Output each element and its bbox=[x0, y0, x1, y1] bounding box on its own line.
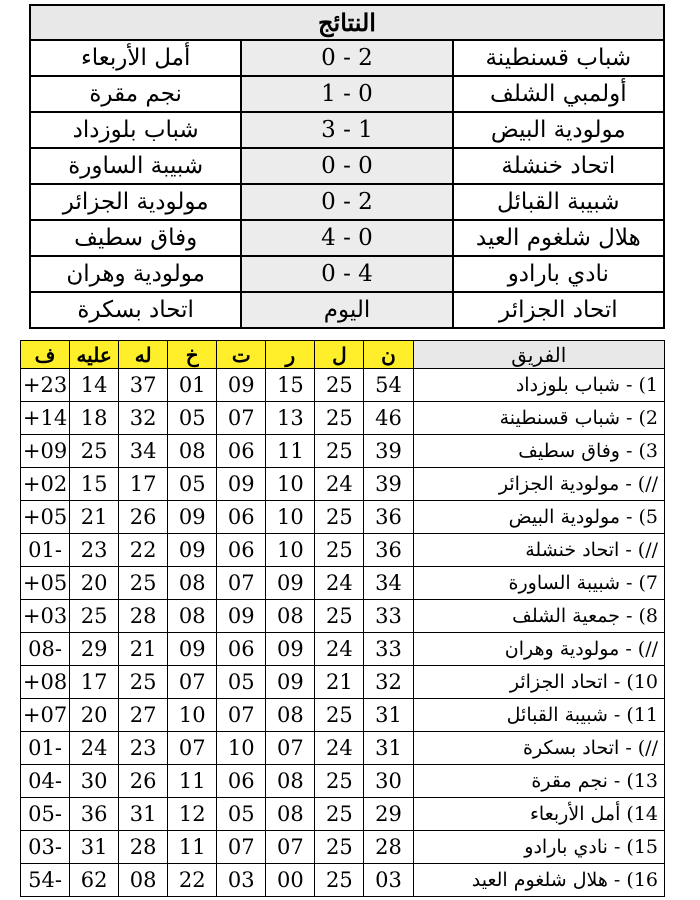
away-team: شباب بلوزداد bbox=[30, 112, 241, 148]
standings-row bbox=[21, 732, 665, 765]
standings-cell-lost: 22 bbox=[168, 864, 217, 897]
standings-cell-ga: 25 bbox=[70, 600, 119, 633]
result-row bbox=[30, 292, 664, 328]
standings-cell-ga: 25 bbox=[70, 435, 119, 468]
standings-cell-team: 14) أمل الأربعاء bbox=[413, 798, 665, 831]
standings-cell-drawn: 07 bbox=[217, 567, 266, 600]
results-title: النتائج bbox=[30, 5, 664, 40]
standings-cell-gd: +09 bbox=[21, 435, 70, 468]
result-row bbox=[30, 148, 664, 184]
match-score: 4 - 0 bbox=[241, 220, 452, 256]
standings-row bbox=[21, 765, 665, 798]
standings-cell-won: 11 bbox=[266, 435, 315, 468]
standings-cell-played: 25 bbox=[315, 600, 364, 633]
standings-cell-pts: 31 bbox=[364, 732, 413, 765]
standings-cell-pts: 34 bbox=[364, 567, 413, 600]
standings-cell-pts: 33 bbox=[364, 600, 413, 633]
standings-row bbox=[21, 600, 665, 633]
standings-cell-gd: +05 bbox=[21, 567, 70, 600]
standings-cell-played: 24 bbox=[315, 633, 364, 666]
standings-cell-drawn: 05 bbox=[217, 666, 266, 699]
away-team: نجم مقرة bbox=[30, 76, 241, 112]
standings-row bbox=[21, 798, 665, 831]
standings-cell-drawn: 06 bbox=[217, 534, 266, 567]
standings-cell-drawn: 03 bbox=[217, 864, 266, 897]
home-team: مولودية البيض bbox=[453, 112, 664, 148]
standings-cell-pts: 32 bbox=[364, 666, 413, 699]
standings-cell-ga: 36 bbox=[70, 798, 119, 831]
standings-cell-won: 09 bbox=[266, 666, 315, 699]
standings-cell-team: //) - اتحاد بسكرة bbox=[413, 732, 665, 765]
results-body bbox=[30, 5, 664, 328]
standings-cell-played: 25 bbox=[315, 798, 364, 831]
standings-cell-gf: 08 bbox=[119, 864, 168, 897]
header-lost: خ bbox=[168, 341, 217, 369]
match-score: 0 - 4 bbox=[241, 256, 452, 292]
standings-cell-team: 2) - شباب قسنطينة bbox=[413, 402, 665, 435]
standings-cell-played: 25 bbox=[315, 369, 364, 402]
standings-cell-played: 25 bbox=[315, 765, 364, 798]
standings-cell-pts: 03 bbox=[364, 864, 413, 897]
standings-cell-played: 25 bbox=[315, 831, 364, 864]
header-gd: ف bbox=[21, 341, 70, 369]
standings-cell-ga: 31 bbox=[70, 831, 119, 864]
standings-cell-gf: 37 bbox=[119, 369, 168, 402]
standings-cell-pts: 36 bbox=[364, 534, 413, 567]
result-row bbox=[30, 220, 664, 256]
standings-row bbox=[21, 534, 665, 567]
away-team: مولودية الجزائر bbox=[30, 184, 241, 220]
standings-cell-gd: 04- bbox=[21, 765, 70, 798]
standings-cell-lost: 08 bbox=[168, 567, 217, 600]
standings-cell-gf: 28 bbox=[119, 600, 168, 633]
standings-cell-lost: 07 bbox=[168, 732, 217, 765]
standings-cell-team: 10) - اتحاد الجزائر bbox=[413, 666, 665, 699]
standings-header-row bbox=[21, 341, 665, 369]
away-team: وفاق سطيف bbox=[30, 220, 241, 256]
standings-cell-lost: 12 bbox=[168, 798, 217, 831]
standings-cell-pts: 29 bbox=[364, 798, 413, 831]
standings-cell-gd: +05 bbox=[21, 501, 70, 534]
standings-cell-gd: +23 bbox=[21, 369, 70, 402]
standings-cell-ga: 20 bbox=[70, 567, 119, 600]
standings-cell-played: 25 bbox=[315, 402, 364, 435]
standings-cell-won: 10 bbox=[266, 468, 315, 501]
standings-cell-lost: 11 bbox=[168, 765, 217, 798]
standings-cell-team: 13) - نجم مقرة bbox=[413, 765, 665, 798]
standings-cell-pts: 30 bbox=[364, 765, 413, 798]
standings-cell-drawn: 09 bbox=[217, 468, 266, 501]
standings-row bbox=[21, 468, 665, 501]
standings-cell-won: 00 bbox=[266, 864, 315, 897]
standings-cell-played: 25 bbox=[315, 864, 364, 897]
standings-cell-gf: 32 bbox=[119, 402, 168, 435]
standings-cell-played: 25 bbox=[315, 435, 364, 468]
match-score: 0 - 0 bbox=[241, 148, 452, 184]
standings-cell-played: 25 bbox=[315, 699, 364, 732]
standings-cell-drawn: 09 bbox=[217, 369, 266, 402]
standings-cell-lost: 09 bbox=[168, 633, 217, 666]
standings-cell-team: //) - مولودية وهران bbox=[413, 633, 665, 666]
away-team: شبيبة الساورة bbox=[30, 148, 241, 184]
header-played: ل bbox=[315, 341, 364, 369]
standings-cell-ga: 21 bbox=[70, 501, 119, 534]
standings-cell-played: 24 bbox=[315, 468, 364, 501]
standings-body bbox=[21, 369, 665, 897]
standings-cell-drawn: 06 bbox=[217, 501, 266, 534]
standings-cell-team: //) - مولودية الجزائر bbox=[413, 468, 665, 501]
standings-cell-drawn: 07 bbox=[217, 402, 266, 435]
standings-row bbox=[21, 699, 665, 732]
results-table bbox=[29, 4, 665, 329]
header-drawn: ت bbox=[217, 341, 266, 369]
header-gf: له bbox=[119, 341, 168, 369]
home-team: أولمبي الشلف bbox=[453, 76, 664, 112]
standings-cell-drawn: 06 bbox=[217, 765, 266, 798]
match-score: 1 - 0 bbox=[241, 76, 452, 112]
standings-cell-ga: 15 bbox=[70, 468, 119, 501]
standings-cell-gf: 34 bbox=[119, 435, 168, 468]
standings-table bbox=[20, 340, 665, 897]
standings-cell-ga: 23 bbox=[70, 534, 119, 567]
standings-cell-won: 07 bbox=[266, 831, 315, 864]
standings-cell-ga: 62 bbox=[70, 864, 119, 897]
standings-cell-pts: 36 bbox=[364, 501, 413, 534]
standings-cell-won: 13 bbox=[266, 402, 315, 435]
home-team: شبيبة القبائل bbox=[453, 184, 664, 220]
standings-cell-pts: 33 bbox=[364, 633, 413, 666]
standings-cell-gf: 25 bbox=[119, 666, 168, 699]
standings-cell-lost: 08 bbox=[168, 435, 217, 468]
header-team: الفريق bbox=[413, 341, 665, 369]
standings-cell-gf: 22 bbox=[119, 534, 168, 567]
standings-cell-team: 3) - وفاق سطيف bbox=[413, 435, 665, 468]
standings-cell-played: 25 bbox=[315, 501, 364, 534]
standings-cell-drawn: 10 bbox=[217, 732, 266, 765]
away-team: اتحاد بسكرة bbox=[30, 292, 241, 328]
standings-cell-gd: 01- bbox=[21, 534, 70, 567]
match-score: 0 - 2 bbox=[241, 40, 452, 76]
standings-cell-drawn: 06 bbox=[217, 435, 266, 468]
home-team: هلال شلغوم العيد bbox=[453, 220, 664, 256]
home-team: اتحاد خنشلة bbox=[453, 148, 664, 184]
result-row bbox=[30, 76, 664, 112]
standings-row bbox=[21, 567, 665, 600]
standings-cell-pts: 54 bbox=[364, 369, 413, 402]
standings-cell-won: 08 bbox=[266, 600, 315, 633]
standings-cell-team: 15) - نادي بارادو bbox=[413, 831, 665, 864]
standings-cell-gf: 21 bbox=[119, 633, 168, 666]
standings-cell-drawn: 07 bbox=[217, 831, 266, 864]
standings-cell-won: 08 bbox=[266, 699, 315, 732]
standings-cell-gd: 54- bbox=[21, 864, 70, 897]
standings-cell-gd: +14 bbox=[21, 402, 70, 435]
standings-cell-gd: 08- bbox=[21, 633, 70, 666]
standings-row bbox=[21, 864, 665, 897]
home-team: اتحاد الجزائر bbox=[453, 292, 664, 328]
away-team: مولودية وهران bbox=[30, 256, 241, 292]
standings-cell-ga: 29 bbox=[70, 633, 119, 666]
standings-cell-lost: 08 bbox=[168, 600, 217, 633]
standings-cell-team: 8) - جمعية الشلف bbox=[413, 600, 665, 633]
standings-cell-lost: 09 bbox=[168, 501, 217, 534]
standings-cell-gf: 23 bbox=[119, 732, 168, 765]
standings-cell-gd: 01- bbox=[21, 732, 70, 765]
standings-cell-team: //) - اتحاد خنشلة bbox=[413, 534, 665, 567]
standings-cell-played: 24 bbox=[315, 567, 364, 600]
standings-row bbox=[21, 501, 665, 534]
standings-cell-drawn: 09 bbox=[217, 600, 266, 633]
standings-cell-won: 09 bbox=[266, 567, 315, 600]
standings-cell-gf: 28 bbox=[119, 831, 168, 864]
standings-cell-won: 08 bbox=[266, 798, 315, 831]
standings-cell-gf: 27 bbox=[119, 699, 168, 732]
standings-cell-gf: 26 bbox=[119, 501, 168, 534]
result-row bbox=[30, 256, 664, 292]
standings-row bbox=[21, 369, 665, 402]
standings-cell-team: 1) - شباب بلوزداد bbox=[413, 369, 665, 402]
standings-cell-played: 24 bbox=[315, 732, 364, 765]
standings-cell-team: 7) - شبيبة الساورة bbox=[413, 567, 665, 600]
match-score: 3 - 1 bbox=[241, 112, 452, 148]
standings-cell-team: 5) - مولودية البيض bbox=[413, 501, 665, 534]
standings-row bbox=[21, 633, 665, 666]
result-row bbox=[30, 40, 664, 76]
standings-cell-drawn: 07 bbox=[217, 699, 266, 732]
result-row bbox=[30, 112, 664, 148]
standings-cell-gf: 25 bbox=[119, 567, 168, 600]
standings-cell-pts: 39 bbox=[364, 435, 413, 468]
standings-cell-team: 16) - هلال شلغوم العيد bbox=[413, 864, 665, 897]
standings-cell-pts: 28 bbox=[364, 831, 413, 864]
standings-cell-lost: 05 bbox=[168, 402, 217, 435]
standings-cell-won: 10 bbox=[266, 534, 315, 567]
standings-row bbox=[21, 435, 665, 468]
standings-row bbox=[21, 666, 665, 699]
standings-cell-played: 25 bbox=[315, 534, 364, 567]
standings-cell-pts: 39 bbox=[364, 468, 413, 501]
standings-cell-lost: 07 bbox=[168, 666, 217, 699]
standings-cell-gf: 31 bbox=[119, 798, 168, 831]
header-ga: عليه bbox=[70, 341, 119, 369]
standings-cell-gf: 26 bbox=[119, 765, 168, 798]
standings-cell-gd: +03 bbox=[21, 600, 70, 633]
match-score: اليوم bbox=[241, 292, 452, 328]
standings-cell-gd: +08 bbox=[21, 666, 70, 699]
standings-cell-lost: 10 bbox=[168, 699, 217, 732]
standings-cell-gd: 05- bbox=[21, 798, 70, 831]
standings-cell-won: 10 bbox=[266, 501, 315, 534]
standings-cell-lost: 09 bbox=[168, 534, 217, 567]
standings-cell-ga: 17 bbox=[70, 666, 119, 699]
standings-cell-gd: +02 bbox=[21, 468, 70, 501]
result-row bbox=[30, 184, 664, 220]
away-team: أمل الأربعاء bbox=[30, 40, 241, 76]
standings-cell-ga: 24 bbox=[70, 732, 119, 765]
standings-cell-won: 09 bbox=[266, 633, 315, 666]
standings-cell-ga: 20 bbox=[70, 699, 119, 732]
standings-cell-team: 11) - شبيبة القبائل bbox=[413, 699, 665, 732]
header-won: ر bbox=[266, 341, 315, 369]
standings-cell-ga: 14 bbox=[70, 369, 119, 402]
standings-cell-pts: 46 bbox=[364, 402, 413, 435]
standings-cell-gf: 17 bbox=[119, 468, 168, 501]
home-team: نادي بارادو bbox=[453, 256, 664, 292]
standings-row bbox=[21, 402, 665, 435]
match-score: 0 - 2 bbox=[241, 184, 452, 220]
standings-cell-gd: 03- bbox=[21, 831, 70, 864]
header-pts: ن bbox=[364, 341, 413, 369]
standings-cell-gd: +07 bbox=[21, 699, 70, 732]
home-team: شباب قسنطينة bbox=[453, 40, 664, 76]
standings-cell-pts: 31 bbox=[364, 699, 413, 732]
standings-cell-won: 08 bbox=[266, 765, 315, 798]
results-title-row bbox=[30, 5, 664, 40]
standings-cell-played: 21 bbox=[315, 666, 364, 699]
standings-cell-ga: 30 bbox=[70, 765, 119, 798]
standings-cell-drawn: 06 bbox=[217, 633, 266, 666]
standings-cell-ga: 18 bbox=[70, 402, 119, 435]
standings-cell-drawn: 05 bbox=[217, 798, 266, 831]
standings-cell-won: 07 bbox=[266, 732, 315, 765]
standings-cell-won: 15 bbox=[266, 369, 315, 402]
standings-cell-lost: 05 bbox=[168, 468, 217, 501]
standings-row bbox=[21, 831, 665, 864]
standings-cell-lost: 11 bbox=[168, 831, 217, 864]
standings-cell-lost: 01 bbox=[168, 369, 217, 402]
